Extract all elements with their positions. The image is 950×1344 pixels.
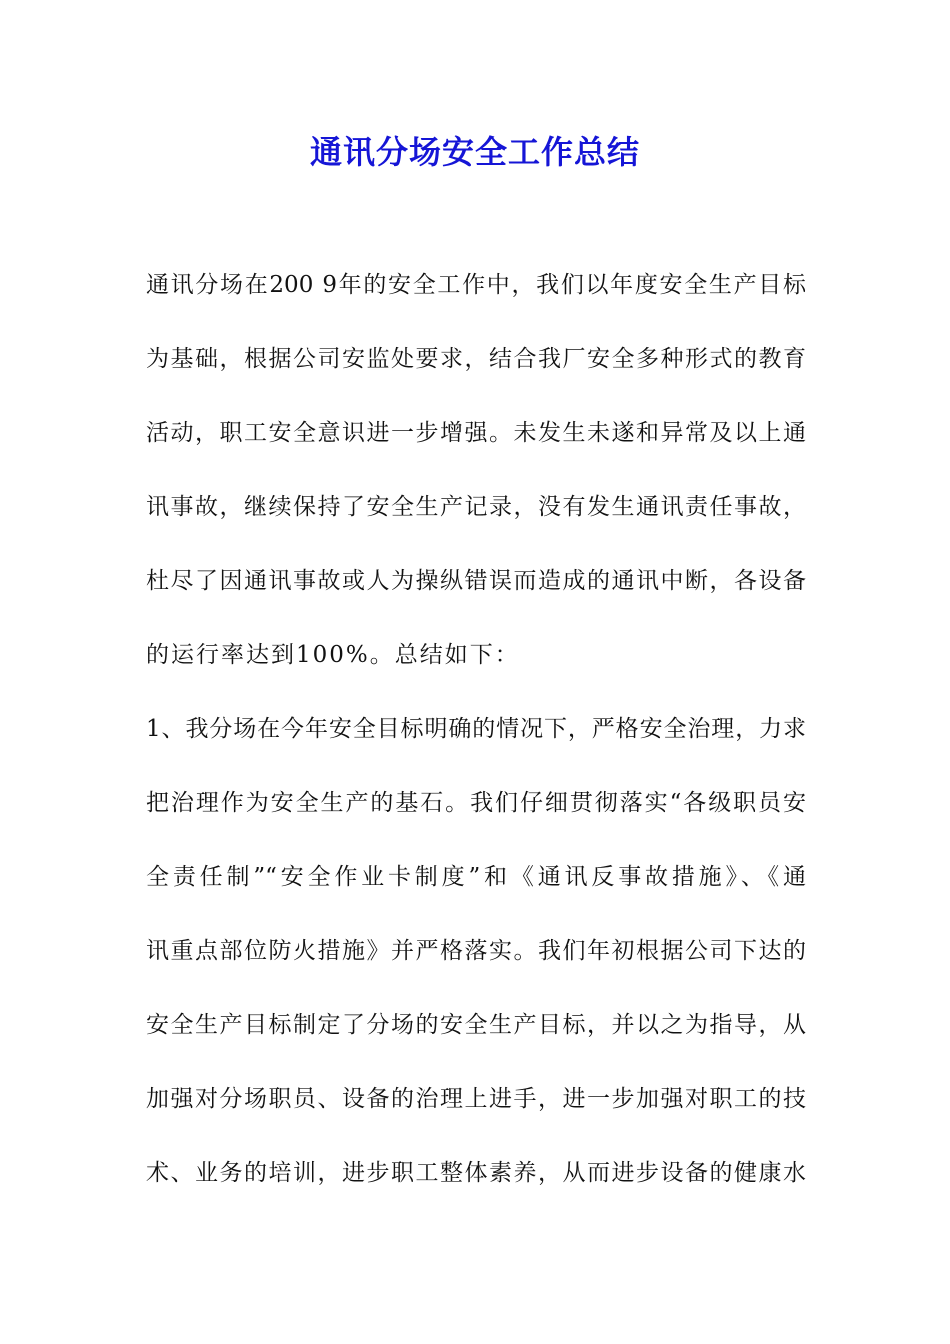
body-line: 1、我分场在今年安全目标明确的情况下，严格安全治理，力求: [146, 716, 806, 742]
document-body: [146, 260, 806, 1222]
body-line: 术、业务的培训，进步职工整体素养，从而进步设备的健康水: [146, 1160, 806, 1186]
body-line: 全责任制”“安全作业卡制度”和《通讯反事故措施》、《通: [146, 864, 806, 890]
body-line: 把治理作为安全生产的基石。我们仔细贯彻落实“各级职员安: [146, 790, 806, 816]
body-line: 杜尽了因通讯事故或人为操纵错误而造成的通讯中断，各设备: [146, 568, 806, 594]
body-line: 通讯分场在200 9年的安全工作中，我们以年度安全生产目标: [146, 272, 806, 298]
body-line: 活动，职工安全意识进一步增强。未发生未遂和异常及以上通: [146, 420, 806, 446]
body-line: 的运行率达到100%。总结如下：: [146, 642, 520, 668]
body-line: 安全生产目标制定了分场的安全生产目标，并以之为指导，从: [146, 1012, 806, 1038]
body-line: 加强对分场职员、设备的治理上进手，进一步加强对职工的技: [146, 1086, 806, 1112]
document-title: 通讯分场安全工作总结: [309, 133, 640, 171]
body-line: 为基础，根据公司安监处要求，结合我厂安全多种形式的教育: [146, 346, 806, 372]
body-line: 讯事故，继续保持了安全生产记录，没有发生通讯责任事故，: [146, 494, 806, 520]
body-line: 讯重点部位防火措施》并严格落实。我们年初根据公司下达的: [146, 938, 806, 964]
